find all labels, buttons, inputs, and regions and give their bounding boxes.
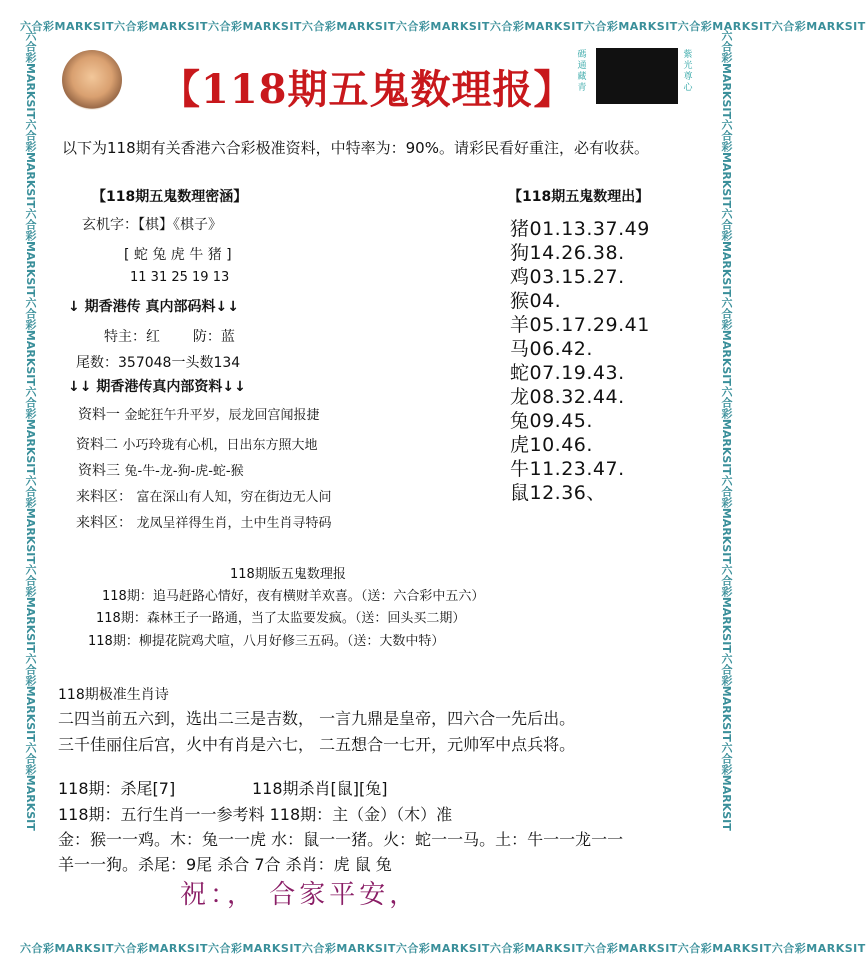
zodiac-row: 马06.42. (510, 338, 593, 360)
poem-line-2: 三千佳丽住后宫，火中有肖是六七， 二五想合一七开，元帅军中点兵将。 (58, 735, 576, 754)
qr-left-caption: 碼通藏青 (577, 50, 587, 93)
middle-line-label: 118期： (96, 611, 147, 626)
laoliao-1-value: 富在深山有人知，穷在街边无人问 (136, 490, 332, 505)
middle-heading: 118期版五鬼数理报 (230, 567, 346, 582)
avatar (62, 50, 122, 110)
te-label: 特主： (104, 329, 146, 345)
zodiac-row: 虎10.46. (510, 434, 593, 456)
middle-line-text: 柳提花院鸡犬喧，八月好修三五码。（送：大数中特） (138, 634, 445, 649)
laoliao-2-label: 来料区： (76, 515, 132, 531)
laoliao-1 (76, 486, 331, 506)
ziliao-3-label: 资料三 (78, 463, 120, 479)
page-title: 【118期五鬼数理报】 (160, 66, 575, 113)
zodiac-row: 猴04. (510, 290, 562, 312)
ziliao-3 (78, 460, 244, 480)
te-value: 红 (146, 329, 160, 345)
zodiac-row: 狗14.26.38. (510, 242, 625, 264)
ziliao-2 (76, 434, 317, 454)
arrow-line-1: ↓ 期香港传 真内部码料↓↓ (68, 299, 239, 315)
bottom-line-4: 羊一一狗。杀尾：9尾 杀合 7合 杀肖：虎 鼠 兔 (58, 855, 392, 874)
laoliao-1-label: 来料区： (76, 489, 132, 505)
middle-line-3 (88, 630, 444, 649)
zodiac-row: 鸡03.15.27. (510, 266, 625, 288)
middle-line-label: 118期： (88, 634, 139, 649)
top-border-watermark: 六合彩MARKSIT六合彩MARKSIT六合彩MARKSIT六合彩MARKSIT六合彩MARKSIT六合彩MARKSIT六合彩MARKSIT六合彩MARKSIT六合彩MARKSIT (20, 20, 866, 33)
laoliao-2 (76, 512, 331, 532)
zodiac-row: 羊05.17.29.41 (510, 314, 650, 336)
zodiac-row: 龙08.32.44. (510, 386, 625, 408)
ziliao-3-value: 兔-牛-龙-狗-虎-蛇-猴 (124, 464, 244, 479)
right-heading: 【118期五鬼数理出】 (508, 189, 650, 205)
middle-line-2 (96, 607, 465, 626)
te-row (104, 326, 235, 346)
bottom-line-3: 金：猴一一鸡。木：兔一一虎 水：鼠一一猪。火：蛇一一马。土：牛一一龙一一 (58, 830, 624, 849)
zodiac-row: 蛇07.19.43. (510, 362, 625, 384)
ziliao-1-value: 金蛇狂午升平岁，辰龙回宫闻报捷 (124, 408, 320, 423)
ziliao-1-label: 资料一 (78, 407, 120, 423)
fang-label: 防： (192, 329, 221, 345)
left-heading: 【118期五鬼数理密涵】 (92, 189, 248, 205)
numbers-row: 11 31 25 19 13 (130, 270, 230, 285)
bottom-line-2: 118期：五行生肖一一参考料 118期：主（金）（木）准 (58, 805, 453, 824)
bottom-border-watermark: 六合彩MARKSIT六合彩MARKSIT六合彩MARKSIT六合彩MARKSIT六合彩MARKSIT六合彩MARKSIT六合彩MARKSIT六合彩MARKSIT六合彩MARKSIT (20, 942, 866, 955)
intro-text: 以下为118期有关香港六合彩极准资料，中特率为：90%。请彩民看好重注，必有收获。 (62, 139, 649, 157)
laoliao-2-value: 龙凤呈祥得生肖，土中生肖寻特码 (136, 516, 332, 531)
ziliao-2-value: 小巧玲珑有心机，日出东方照大地 (122, 438, 318, 453)
fang-value: 蓝 (220, 329, 235, 345)
blessing: 祝：， 合家平安， (180, 880, 420, 910)
arrow-line-2: ↓↓ 期香港传真内部资料↓↓ (68, 379, 246, 395)
left-border-watermark: 六合彩MARKSIT六合彩MARKSIT六合彩MARKSIT六合彩MARKSIT六合彩MARKSIT六合彩MARKSIT六合彩MARKSIT六合彩MARKSIT六合彩MARKSIT (24, 30, 37, 831)
middle-line-text: 追马赶路心情好，夜有横财羊欢喜。（送：六合彩中五六） (152, 589, 485, 604)
qr-code (596, 48, 678, 104)
poem-heading: 118期极准生肖诗 (58, 687, 169, 703)
qr-right-caption: 紫光尊心 (683, 50, 693, 93)
ziliao-1 (78, 404, 319, 424)
zodiac-row: 牛11.23.47. (510, 458, 625, 480)
xuanji-label: 玄机字： (82, 217, 138, 233)
bottom-line-1a: 118期：杀尾[7] (58, 779, 176, 798)
zodiac-row: 鼠12.36、 (510, 482, 606, 504)
xuanji-row (82, 214, 222, 234)
right-border-watermark: 六合彩MARKSIT六合彩MARKSIT六合彩MARKSIT六合彩MARKSIT六合彩MARKSIT六合彩MARKSIT六合彩MARKSIT六合彩MARKSIT六合彩MARKSIT (720, 30, 733, 831)
bottom-line-1b: 118期杀肖[鼠][兔] (252, 779, 388, 798)
zodiac-row: 猪01.13.37.49 (510, 218, 650, 240)
middle-line-text: 森林王子一路通，当了太监要发疯。（送：回头买二期） (146, 611, 466, 626)
xuanji-value: 【棋】《棋子》 (138, 217, 222, 233)
weishu-row: 尾数：357048一头数134 (76, 355, 241, 371)
middle-line-1 (102, 585, 484, 604)
animals-row: [ 蛇 兔 虎 牛 猪 ] (124, 247, 232, 263)
zodiac-row: 兔09.45. (510, 410, 593, 432)
poem-line-1: 二四当前五六到，选出二三是吉数， 一言九鼎是皇帝，四六合一先后出。 (58, 709, 576, 728)
middle-line-label: 118期： (102, 589, 153, 604)
ziliao-2-label: 资料二 (76, 437, 118, 453)
